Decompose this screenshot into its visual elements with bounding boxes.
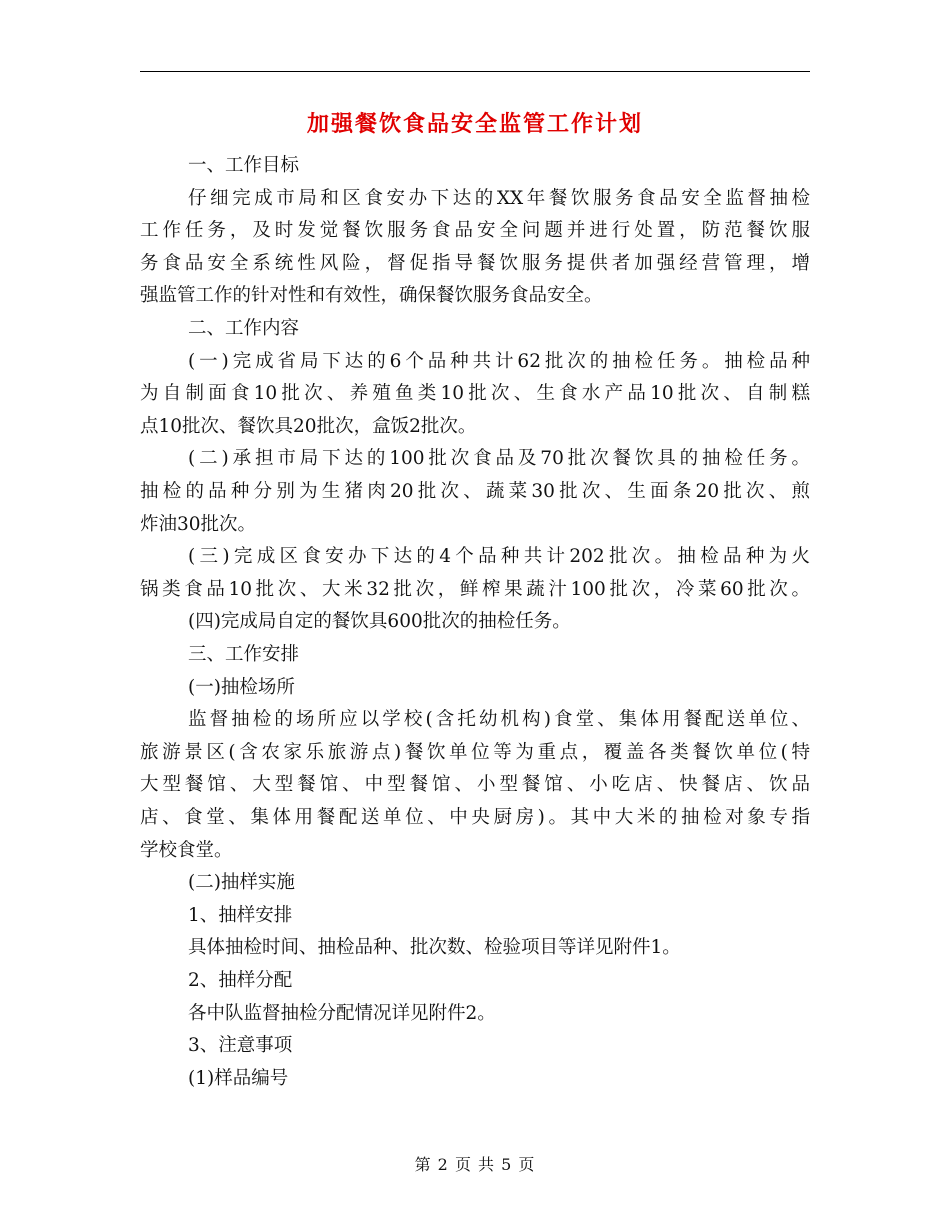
heading-section-1: 一、工作目标 — [188, 155, 300, 176]
paragraph-line: 点10批次、餐饮具20批次，盒饭2批次。 — [140, 415, 477, 437]
subheading: 3、注意事项 — [188, 1035, 293, 1057]
paragraph-line: 大型餐馆、大型餐馆、中型餐馆、小型餐馆、小吃店、快餐店、饮品 — [140, 774, 810, 796]
paragraph-line: 抽检的品种分别为生猪肉20批次、蔬菜30批次、生面条20批次、煎 — [140, 481, 810, 502]
heading-section-2: 二、工作内容 — [188, 318, 300, 339]
paragraph-line: 具体抽检时间、抽检品种、批次数、检验项目等详见附件1。 — [188, 937, 681, 959]
heading-section-3: 三、工作安排 — [188, 644, 300, 665]
paragraph-line: 炸油30批次。 — [140, 513, 257, 535]
paragraph-line: (三)完成区食安办下达的4个品种共计202批次。抽检品种为火 — [188, 546, 810, 568]
paragraph-line: 为自制面食10批次、养殖鱼类10批次、生食水产品10批次、自制糕 — [140, 383, 810, 405]
page-number: 第 2 页 共 5 页 — [414, 1155, 536, 1174]
header-rule — [140, 71, 810, 72]
paragraph-line: 锅类食品10批次、大米32批次，鲜榨果蔬汁100批次，冷菜60批次。 — [140, 578, 810, 600]
subheading: 2、抽样分配 — [188, 970, 293, 991]
subheading: 1、抽样安排 — [188, 904, 293, 926]
paragraph-line: 学校食堂。 — [140, 839, 233, 861]
paragraph-line: 强监管工作的针对性和有效性，确保餐饮服务食品安全。 — [140, 285, 603, 307]
subheading: (二)抽样实施 — [188, 872, 295, 894]
paragraph-line: 仔细完成市局和区食安办下达的XX年餐饮服务食品安全监督抽检 — [188, 187, 810, 209]
paragraph-line: 工作任务，及时发觉餐饮服务食品安全问题并进行处置，防范餐饮服 — [140, 220, 810, 242]
paragraph-line: (二)承担市局下达的100批次食品及70批次餐饮具的抽检任务。 — [188, 448, 810, 470]
paragraph-line: 务食品安全系统性风险，督促指导餐饮服务提供者加强经营管理，增 — [140, 252, 810, 274]
document-title: 加强餐饮食品安全监管工作计划 — [306, 111, 643, 137]
paragraph-line: (一)完成省局下达的6个品种共计62批次的抽检任务。抽检品种 — [188, 350, 810, 372]
subheading: (一)抽检场所 — [188, 676, 295, 698]
paragraph-line: (四)完成局自定的餐饮具600批次的抽检任务。 — [188, 611, 571, 633]
paragraph-line: 旅游景区(含农家乐旅游点)餐饮单位等为重点，覆盖各类餐饮单位(特 — [140, 741, 810, 763]
subheading: (1)样品编号 — [188, 1067, 289, 1089]
paragraph-line: 各中队监督抽检分配情况详见附件2。 — [188, 1002, 496, 1024]
paragraph-line: 监督抽检的场所应以学校(含托幼机构)食堂、集体用餐配送单位、 — [188, 709, 810, 731]
paragraph-line: 店、食堂、集体用餐配送单位、中央厨房)。其中大米的抽检对象专指 — [140, 807, 810, 828]
